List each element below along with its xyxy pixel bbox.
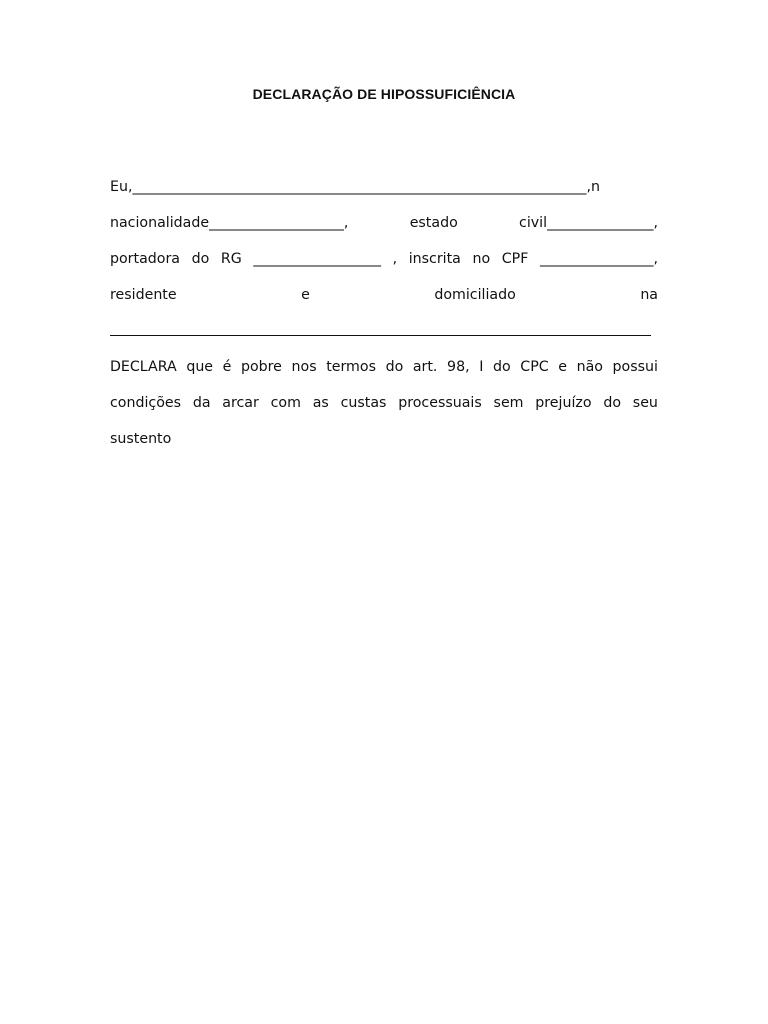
word: RG	[220, 251, 242, 267]
name-line: Eu,________________________________________________________________,n	[110, 179, 600, 195]
marital-status-label: estado	[409, 215, 458, 231]
word: do	[385, 359, 404, 375]
declaration-line-2	[110, 392, 658, 428]
word: possui	[612, 359, 658, 375]
word: que	[186, 359, 214, 375]
word: CPF	[501, 251, 529, 267]
word: termos	[326, 359, 376, 375]
word: do	[603, 395, 622, 411]
document-title: DECLARAÇÃO DE HIPOSSUFICIÊNCIA	[252, 86, 516, 102]
word: com	[270, 395, 301, 411]
word: da	[192, 395, 211, 411]
word: arcar	[222, 395, 259, 411]
word: as	[312, 395, 329, 411]
word: é	[222, 359, 232, 375]
residence-line	[110, 284, 658, 320]
word: e	[301, 287, 310, 303]
word: não	[576, 359, 603, 375]
declaration-body	[110, 176, 658, 464]
nationality-field: nacionalidade___________________,	[110, 215, 349, 231]
word: 98,	[447, 359, 470, 375]
declaration-line-1	[110, 356, 658, 392]
word: ,	[392, 251, 398, 267]
address-blank-rule	[110, 335, 651, 336]
word: I	[479, 359, 484, 375]
word: e	[558, 359, 567, 375]
cpf-field: ________________,	[539, 251, 658, 267]
marital-status-field: civil_______________,	[519, 215, 658, 231]
word: inscrita	[408, 251, 461, 267]
word: nos	[291, 359, 317, 375]
word: residente	[110, 287, 177, 303]
address-line	[110, 320, 658, 356]
word: CPC	[520, 359, 549, 375]
word: art.	[412, 359, 438, 375]
word: prejuízo	[535, 395, 592, 411]
word: no	[472, 251, 491, 267]
word: na	[640, 287, 658, 303]
documents-line	[110, 248, 658, 284]
word: sem	[493, 395, 524, 411]
word: domiciliado	[434, 287, 516, 303]
nationality-line	[110, 212, 658, 248]
word: DECLARA	[110, 359, 177, 375]
declaration-line-3: sustento	[110, 431, 172, 447]
word: do	[191, 251, 210, 267]
word: seu	[632, 395, 658, 411]
word: pobre	[240, 359, 282, 375]
word: processuais	[398, 395, 482, 411]
rg-field: __________________	[253, 251, 382, 267]
word: custas	[340, 395, 387, 411]
word: portadora	[110, 251, 180, 267]
word: do	[493, 359, 511, 375]
word: condições	[110, 395, 182, 411]
